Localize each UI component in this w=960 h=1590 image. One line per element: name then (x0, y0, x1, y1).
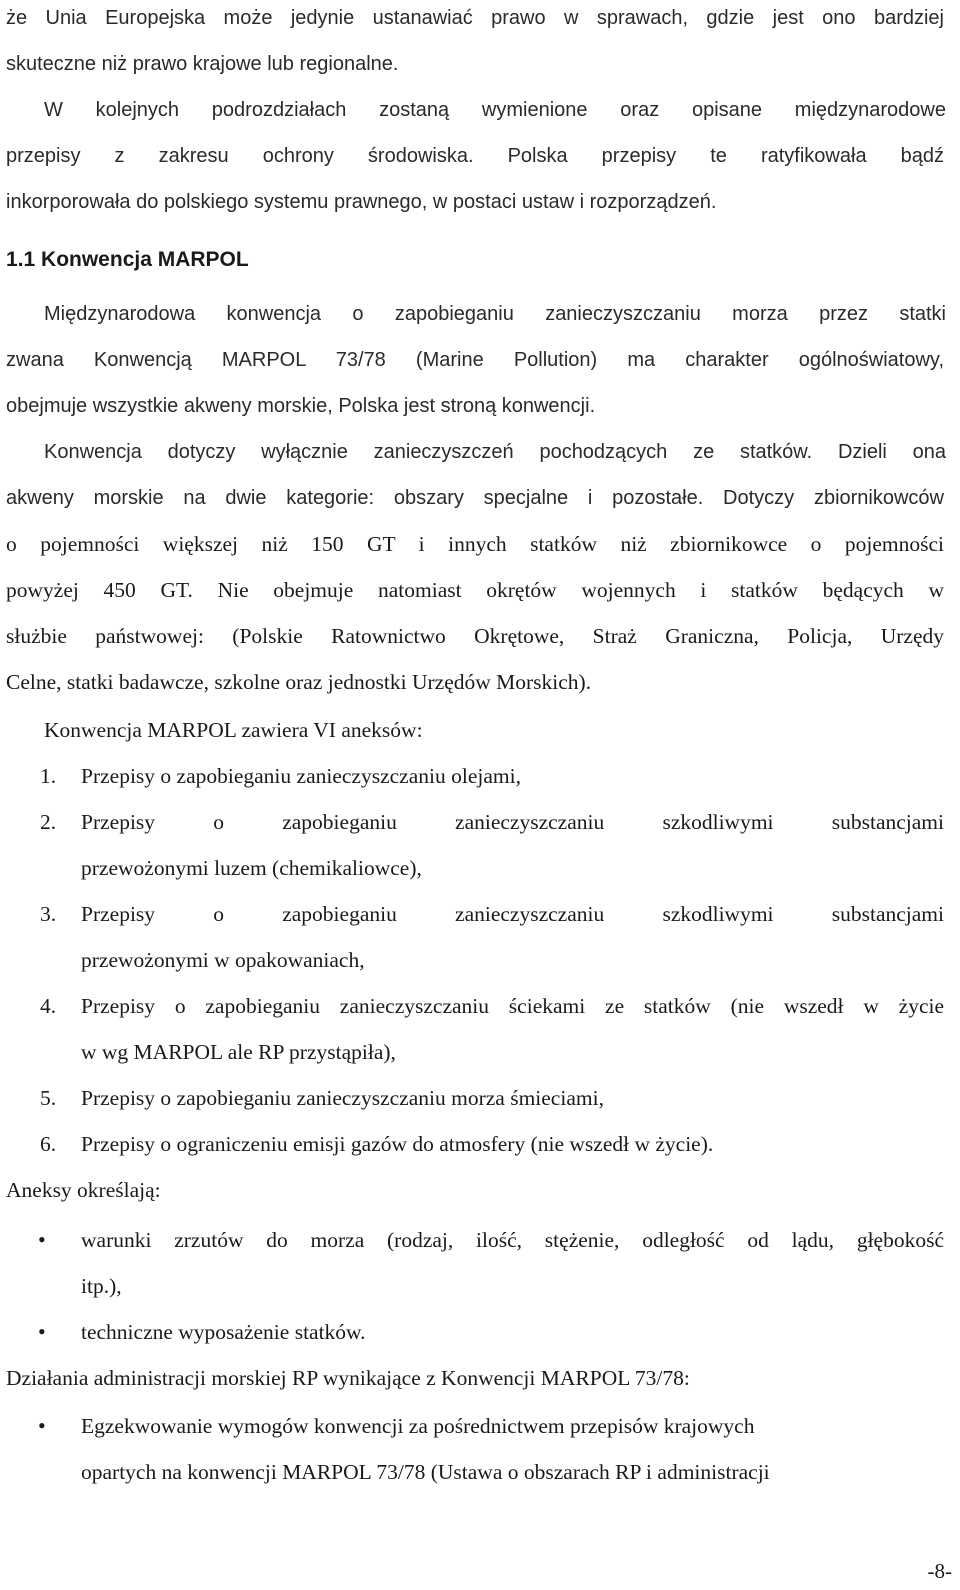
annex-number-6: 6. (40, 1132, 57, 1156)
admin-bullet-1b: opartych na konwencji MARPOL 73/78 (Ustawa o obszarach RP i administracji (81, 1460, 770, 1484)
bullet-icon: • (38, 1227, 46, 1252)
intro-line-4: przepisy z zakresu ochrony środowiska. Polska przepisy te ratyfikowała bądź (6, 145, 944, 167)
annex-text-4a: Przepisy o zapobieganiu zanieczyszczaniu ściekami ze statków (nie wszedł w życie (81, 994, 944, 1018)
bullet-icon: • (38, 1319, 46, 1344)
paragraph2-line-5: służbie państwowej: (Polskie Ratownictwo Okrętowe, Straż Graniczna, Policja, Urzędy (6, 624, 944, 648)
annex-bullet-1b: itp.), (81, 1274, 122, 1298)
page-number: -8- (927, 1559, 952, 1583)
paragraph2-line-4: powyżej 450 GT. Nie obejmuje natomiast okrętów wojennych i statków będących w (6, 578, 944, 602)
annex-number-2: 2. (40, 810, 57, 834)
intro-line-5: inkorporowała do polskiego systemu prawnego, w postaci ustaw i rozporządzeń. (6, 191, 717, 213)
paragraph1-line-3: obejmuje wszystkie akweny morskie, Polska jest stroną konwencji. (6, 395, 596, 417)
annex-text-2a: Przepisy o zapobieganiu zanieczyszczaniu szkodliwymi substancjami (81, 810, 944, 834)
paragraph1-line-2: zwana Konwencją MARPOL 73/78 (Marine Pollution) ma charakter ogólnoświatowy, (6, 349, 944, 371)
annex-text-4b: w wg MARPOL ale RP przystąpiła), (81, 1040, 396, 1064)
annex-number-3: 3. (40, 902, 57, 926)
bullet-icon: • (38, 1413, 46, 1438)
annex-text-6: Przepisy o ograniczeniu emisji gazów do atmosfery (nie wszedł w życie). (81, 1132, 714, 1156)
annex-text-5: Przepisy o zapobieganiu zanieczyszczaniu morza śmieciami, (81, 1086, 604, 1110)
annex-number-4: 4. (40, 994, 57, 1018)
paragraph1-line-1: Międzynarodowa konwencja o zapobieganiu zanieczyszczaniu morza przez statki (44, 303, 946, 325)
paragraph2-line-2: akweny morskie na dwie kategorie: obszary specjalne i pozostałe. Dotyczy zbiornikowców (6, 487, 944, 509)
annex-bullet-1a: warunki zrzutów do morza (rodzaj, ilość, stężenie, odległość od lądu, głębokość (81, 1228, 944, 1252)
admin-bullet-1a: Egzekwowanie wymogów konwencji za pośrednictwem przepisów krajowych (81, 1414, 755, 1438)
annex-intro: Aneksy określają: (6, 1178, 161, 1202)
annex-text-3a: Przepisy o zapobieganiu zanieczyszczaniu szkodliwymi substancjami (81, 902, 944, 926)
paragraph2-line-1: Konwencja dotyczy wyłącznie zanieczyszczeń pochodzących ze statków. Dzieli ona (44, 441, 946, 463)
intro-line-1: że Unia Europejska może jedynie ustanawiać prawo w sprawach, gdzie jest ono bardziej (6, 7, 944, 29)
annex-bullet-2: techniczne wyposażenie statków. (81, 1320, 366, 1344)
annex-count-line: Konwencja MARPOL zawiera VI aneksów: (44, 718, 423, 742)
annex-text-3b: przewożonymi w opakowaniach, (81, 948, 365, 972)
paragraph2-line-3: o pojemności większej niż 150 GT i innych statków niż zbiornikowce o pojemności (6, 532, 944, 556)
section-heading: 1.1 Konwencja MARPOL (6, 248, 249, 271)
annex-number-5: 5. (40, 1086, 57, 1110)
annex-number-1: 1. (40, 764, 57, 788)
annex-text-2b: przewożonymi luzem (chemikaliowce), (81, 856, 422, 880)
intro-line-2: skuteczne niż prawo krajowe lub regionalne. (6, 53, 399, 75)
admin-intro: Działania administracji morskiej RP wynikające z Konwencji MARPOL 73/78: (6, 1366, 690, 1390)
intro-line-3: W kolejnych podrozdziałach zostaną wymienione oraz opisane międzynarodowe (44, 99, 946, 121)
annex-text-1: Przepisy o zapobieganiu zanieczyszczaniu olejami, (81, 764, 521, 788)
paragraph2-line-6: Celne, statki badawcze, szkolne oraz jednostki Urzędów Morskich). (6, 670, 592, 694)
